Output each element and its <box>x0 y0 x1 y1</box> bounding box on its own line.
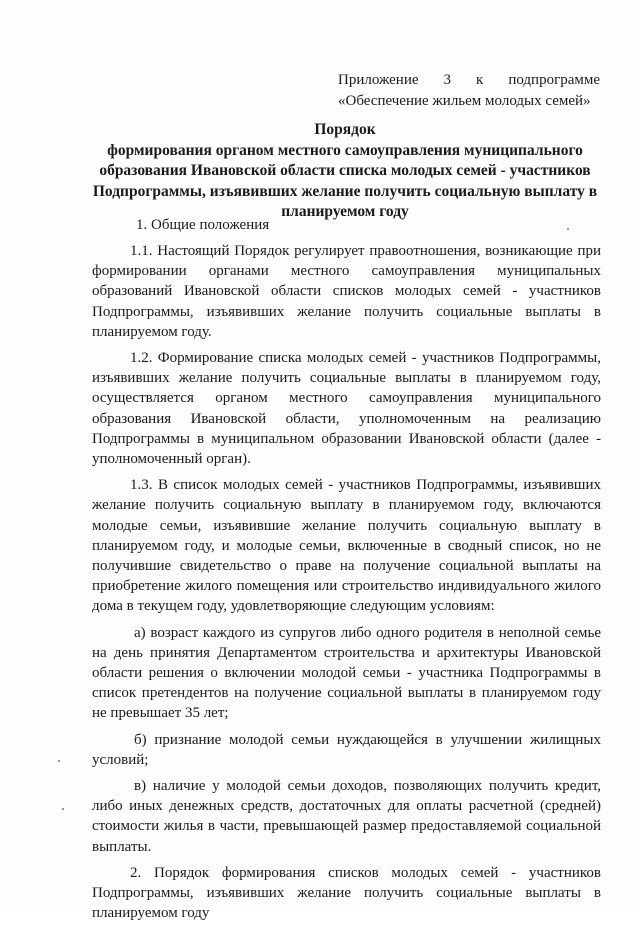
appendix-word-3: к <box>476 72 484 88</box>
paragraph-2: 2. Порядок формирования списков молодых семей - участников Подпрограммы, изъявивших желание получить социальные выплаты в планируемом году <box>92 864 601 922</box>
title-line-1: Порядок <box>314 121 376 138</box>
scan-speck <box>58 760 60 762</box>
paragraph-1-3: 1.3. В список молодых семей - участников Подпрограммы, изъявивших желание получить социальную выплату в планируемом году, включаются молодые семьи, изъявившие желание получить социальную выплату в планируемом году, и молодые семьи, включенные в сводный список, но не получившие свидетельство о праве на получение социальной выплаты на приобретение жилого помещения или строительство индивидуального жилого дома в текущем году, удовлетворяющие следующим условиям: <box>92 477 601 615</box>
title-line-5: планируемом году <box>281 203 409 220</box>
document-title <box>90 120 600 223</box>
condition-c: в) наличие у молодой семьи доходов, позволяющих получить кредит, либо иных денежных средств, достаточных для оплаты расчетной (средней) стоимости жилья в части, превышающей размер предоставляемой социальной выплаты. <box>92 778 601 855</box>
title-line-3: образования Ивановской области списка молодых семей - участников <box>99 162 591 179</box>
scan-speck <box>567 228 569 230</box>
paragraph-1-2: 1.2. Формирование списка молодых семей - участников Подпрограммы, изъявивших желание получить социальные выплаты в планируемом году, осуществляется органом местного самоуправления муниципального образования Ивановской области, уполномоченным на реализацию Подпрограммы в муниципальном образовании Ивановской области (далее - уполномоченный орган). <box>92 350 601 468</box>
appendix-note <box>338 70 600 112</box>
document-body <box>92 215 601 930</box>
condition-a: а) возраст каждого из супругов либо одного родителя в неполной семье на день принятия Департаментом строительства и архитектуры Ивановской области решения о включении молодой семьи - участника Подпрограммы в список претендентов на получение социальной выплаты в планируемом году не превышает 35 лет; <box>92 624 601 722</box>
scan-speck <box>62 808 64 810</box>
appendix-word-4: подпрограмме <box>508 72 601 88</box>
appendix-line-1 <box>338 70 600 91</box>
title-line-2: формирования органом местного самоуправления муниципального <box>107 141 583 159</box>
title-line-4: Подпрограммы, изъявивших желание получить социальную выплату в <box>92 182 598 200</box>
appendix-line-2: «Обеспечение жильем молодых семей» <box>338 93 591 109</box>
appendix-word-1: Приложение <box>338 72 419 88</box>
section-1-heading: 1. Общие положения <box>136 217 270 233</box>
condition-b: б) признание молодой семьи нуждающейся в улучшении жилищных условий; <box>92 731 601 768</box>
paragraph-1-1: 1.1. Настоящий Порядок регулирует правоотношения, возникающие при формировании органами местного самоуправления муниципальных образований Ивановской области списков молодых семей - участников Подпрограммы, изъявивших желание получить социальные выплаты в планируемом году. <box>92 243 601 340</box>
appendix-word-2: 3 <box>443 72 452 88</box>
